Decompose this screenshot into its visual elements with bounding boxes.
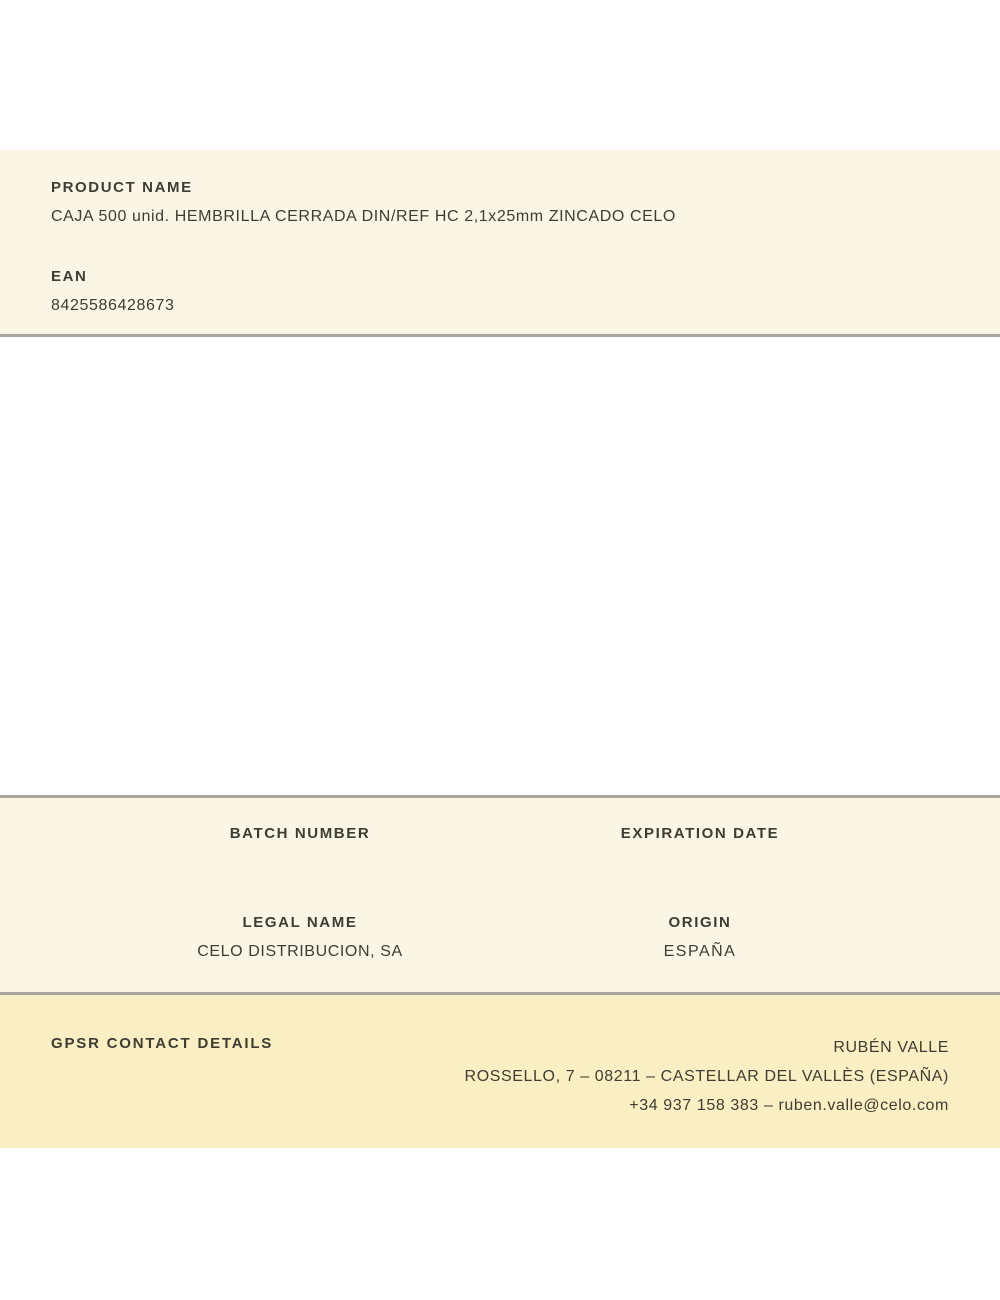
batch-number-field	[100, 824, 500, 873]
product-name-value: CAJA 500 unid. HEMBRILLA CERRADA DIN/REF HC 2,1x25mm ZINCADO CELO	[51, 208, 676, 225]
origin-field	[500, 913, 900, 962]
ean-label: EAN	[51, 268, 88, 285]
legal-name-label: LEGAL NAME	[242, 914, 358, 931]
ean-value: 8425586428673	[51, 297, 175, 314]
ean-field	[51, 267, 950, 316]
gpsr-contact-block	[465, 1033, 949, 1120]
gpsr-contact-phone-email: +34 937 158 383 – ruben.valle@celo.com	[629, 1097, 949, 1114]
legal-name-value: CELO DISTRIBUCION, SA	[197, 943, 403, 960]
expiration-date-label: EXPIRATION DATE	[620, 825, 780, 842]
gpsr-section	[0, 992, 1000, 1148]
product-section	[0, 150, 1000, 337]
product-name-field	[51, 178, 950, 227]
expiration-date-field	[500, 824, 900, 873]
expiration-date-value	[500, 852, 900, 873]
batch-grid	[100, 824, 900, 962]
middle-whitespace	[0, 337, 1000, 795]
batch-number-label: BATCH NUMBER	[229, 825, 371, 842]
batch-section	[0, 795, 1000, 992]
origin-value: ESPAÑA	[663, 943, 737, 960]
gpsr-contact-name: RUBÉN VALLE	[833, 1039, 949, 1056]
legal-name-field	[100, 913, 500, 962]
gpsr-title: GPSR CONTACT DETAILS	[51, 1035, 274, 1052]
gpsr-contact-address: ROSSELLO, 7 – 08211 – CASTELLAR DEL VALLÈS (ESPAÑA)	[464, 1068, 949, 1085]
origin-label: ORIGIN	[668, 914, 732, 931]
batch-number-value	[100, 852, 500, 873]
top-whitespace	[0, 0, 1000, 150]
product-name-label: PRODUCT NAME	[51, 179, 193, 196]
